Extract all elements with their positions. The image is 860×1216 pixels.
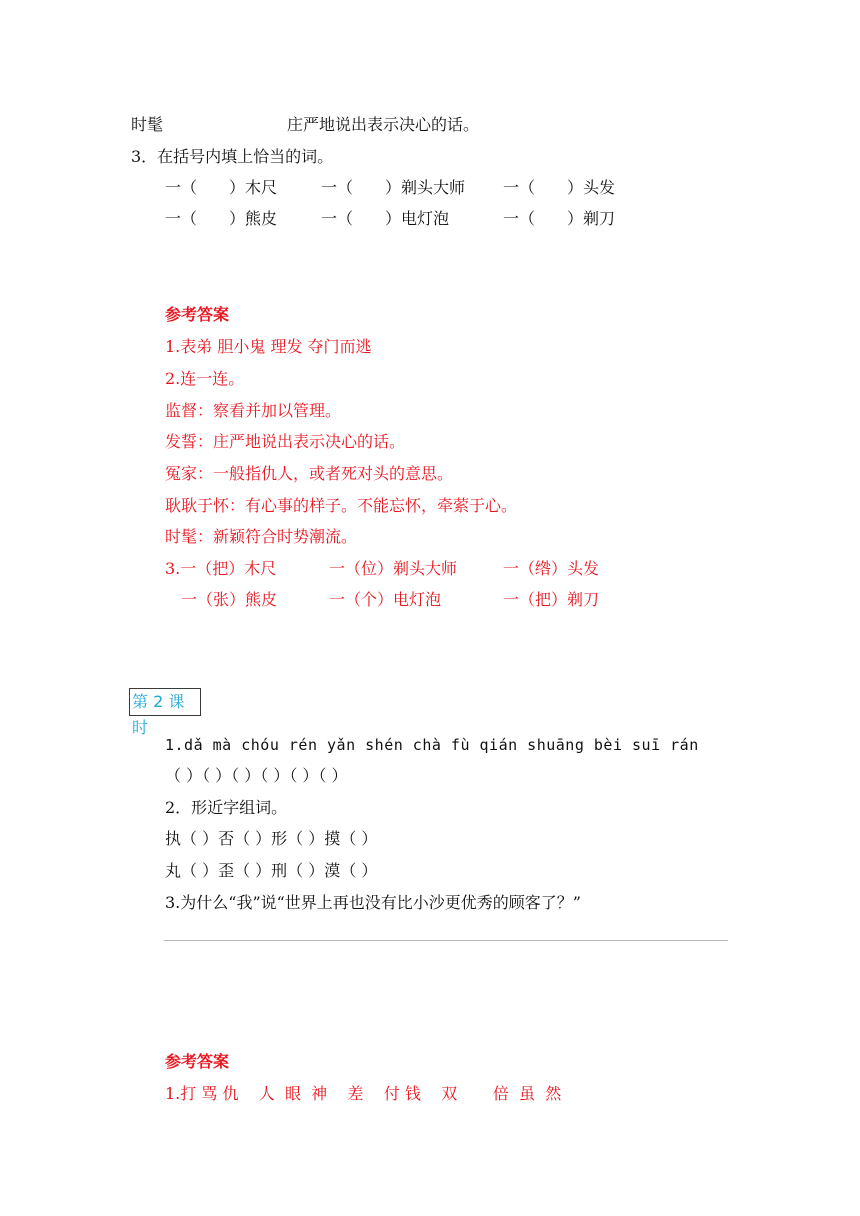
answer-q3-row2-item1: 一（张）熊皮 [181, 590, 278, 609]
answer-q3-row2-item2: 一（个）电灯泡 [329, 590, 442, 609]
answer-2-line-1: 1.打 骂 仇 人 眼 神 差 付 钱 双 倍 虽 然 [165, 1084, 562, 1103]
question-2-title: 2．形近字组词。 [165, 798, 288, 817]
answer-line: 监督：察看并加以管理。 [165, 401, 342, 420]
answer-q3-row1-item3: 一（绺）头发 [503, 559, 600, 578]
q3-row2-item3: 一（ ）剃刀 [503, 209, 616, 228]
answer-line: 2.连一连。 [165, 369, 245, 388]
answer-q3-row2-item3: 一（把）剃刀 [503, 590, 600, 609]
q3-row2-item2: 一（ ）电灯泡 [321, 209, 450, 228]
q3-row2-item1: 一（ ）熊皮 [165, 209, 278, 228]
q1-pinyin: 1.dǎ mà chóu rén yǎn shén chà fù qián shuāng bèi suī rán [165, 736, 699, 754]
match-item-definition: 庄严地说出表示决心的话。 [287, 115, 480, 134]
answer-q3-row1-item2: 一（位）剃头大师 [329, 559, 458, 578]
answer-line: 耿耿于怀：有心事的样子。不能忘怀，牵萦于心。 [165, 496, 518, 515]
answer-line: 冤家：一般指仇人，或者死对头的意思。 [165, 464, 454, 483]
answer-line: 时髦：新颖符合时势潮流。 [165, 527, 358, 546]
answer-line: 发誓：庄严地说出表示决心的话。 [165, 432, 406, 451]
q3-row1-item1: 一（ ）木尺 [165, 178, 278, 197]
question-3-title: 3．在括号内填上恰当的词。 [131, 147, 334, 166]
answers-heading: 参考答案 [165, 305, 230, 324]
answer-line-blank [164, 940, 728, 941]
q1-answer-brackets: （ ）（ ）（ ）（ ）（ ）（ ） [165, 766, 348, 785]
q3-row1-item3: 一（ ）头发 [503, 178, 616, 197]
answers-heading-2: 参考答案 [165, 1052, 230, 1071]
q3-row1-item2: 一（ ）剃头大师 [321, 178, 466, 197]
answer-q3-row1-item1: 3.一（把）木尺 [165, 559, 277, 578]
match-item-shimao: 时髦 [131, 115, 164, 134]
question-3-text: 3.为什么“我”说“世界上再也没有比小沙更优秀的顾客了？” [165, 893, 581, 912]
answer-line: 1.表弟 胆小鬼 理发 夺门而逃 [165, 337, 372, 356]
lesson-2-badge: 第 2 课时 [129, 688, 201, 716]
q2-row2: 丸（ ）歪（ ）刑（ ）漠（ ） [165, 861, 378, 880]
q2-row1: 执（ ）否（ ）形（ ）摸（ ） [165, 829, 378, 848]
